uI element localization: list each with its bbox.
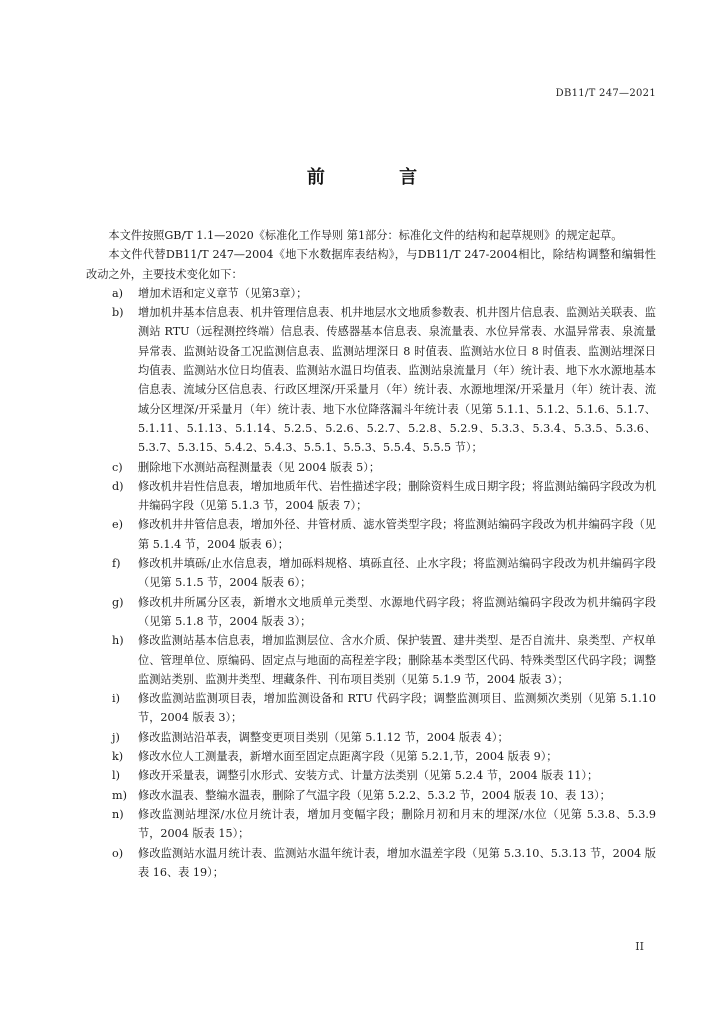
change-item — [86, 458, 656, 477]
item-marker: n) — [112, 807, 124, 821]
intro-paragraph: 本文件按照GB/T 1.1—2020《标准化工作导则 第1部分：标准化文件的结构和起草规则》的规定起草。 — [108, 229, 623, 242]
item-text: 修改机井填砾/止水信息表，增加砾料规格、填砾直径、止水字段；将监测站编码字段改为机井编码字段（见第 5.1.5 节，2004 版表 6）； — [138, 557, 656, 590]
change-item — [86, 631, 656, 689]
change-item — [86, 477, 656, 516]
change-item — [86, 554, 656, 593]
item-text: 删除地下水测站高程测量表（见 2004 版表 5）； — [138, 460, 381, 474]
change-item — [86, 747, 656, 766]
change-item — [86, 515, 656, 554]
item-text: 修改水位人工测量表，新增水面至固定点距离字段（见第 5.2.1,节，2004 版表 9）； — [138, 750, 558, 764]
intro-paragraph: 本文件代替DB11/T 247—2004《地下水数据库表结构》，与DB11/T 247-2004相比，除结构调整和编辑性改动之外，主要技术变化如下： — [86, 248, 656, 281]
page-number: II — [635, 940, 644, 953]
item-text: 修改监测站沿革表，调整变更项目类别（见第 5.1.12 节，2004 版表 4）； — [138, 730, 509, 744]
change-item — [86, 728, 656, 747]
item-text: 修改监测站水温月统计表、监测站水温年统计表，增加水温差字段（见第 5.3.10、5.3.13 节，2004 版表 16、表 19）； — [138, 846, 656, 879]
item-marker: f) — [112, 557, 121, 571]
item-text: 修改机井所属分区表，新增水文地质单元类型、水源地代码字段；将监测站编码字段改为机井编码字段（见第 5.1.8 节，2004 版表 3）； — [138, 595, 656, 628]
item-text: 修改监测站埋深/水位月统计表，增加月变幅字段；删除月初和月末的埋深/水位（见第 5.3.8、5.3.9 节，2004 版表 15）； — [138, 807, 656, 841]
change-item — [86, 593, 656, 632]
item-marker: c) — [112, 460, 123, 474]
standard-number: DB11/T 247—2021 — [555, 88, 656, 99]
item-marker: a) — [112, 286, 124, 300]
item-text: 修改机井井管信息表，增加外径、井管材质、滤水管类型字段；将监测站编码字段改为机井编码字段（见第 5.1.4 节，2004 版表 6）； — [138, 518, 656, 551]
item-text: 增加术语和定义章节（见第3章）； — [138, 286, 308, 300]
item-text: 修改监测站基本信息表，增加监测层位、含水介质、保护装置、建井类型、是否自流井、泉类型、产权单位、管理单位、原编码、固定点与地面的高程差字段；删除基本类型区代码、特殊类型区代码字段；调整监测站类别、监测井类型、埋藏条件、刊布项目类别（见第 5.1.9 节，2004 版表 3）； — [138, 634, 656, 686]
item-marker: i) — [112, 692, 120, 706]
item-text: 增加机井基本信息表、机井管理信息表、机井地层水文地质参数表、机井图片信息表、监测站关联表、监测站 RTU（远程测控终端）信息表、传感器基本信息表、泉流量表、水位异常表、水温异常表、泉流量异常表、监测站设备工况监测信息表、监测站埋深日 8 时值表、监测站水位日 8 时值表、监测站埋深日均值表、监测站水位日均值表、监测站水温日均值表、监测站泉流量月（年）统计表、地下水水源地基本信息表、流域分区信息表、行政区埋深/开采量月（年）统计表、水源地埋深/开采量月（年）统计表、流域分区埋深/开采量月（年）统计表、地下水位降落漏斗年统计表（见第 5.1.1、5.1.2、5.1.6、5.1.7、5.1.11、5.1.13、5.1.14、5.2.5、5.2.6、5.2.7、5.2.8、5.2.9、5.3.3、5.3.4、5.3.5、5.3.6、5.3.7、5.3.15、5.4.2、5.4.3、5.5.1、5.5.3、5.5.4、5.5.5 节）； — [138, 306, 656, 455]
item-text: 修改监测站监测项目表，增加监测设备和 RTU 代码字段；调整监测项目、监测频次类别（见第 5.1.10 节，2004 版表 3）； — [138, 692, 656, 725]
change-item — [86, 689, 656, 728]
item-marker: d) — [112, 479, 124, 493]
document-body — [86, 226, 656, 882]
item-text: 修改开采量表，调整引水形式、安装方式、计量方法类别（见第 5.2.4 节，2004 版表 11）； — [138, 769, 599, 783]
item-marker: k) — [112, 750, 124, 764]
change-item — [86, 766, 656, 785]
change-item — [86, 284, 656, 303]
change-item — [86, 844, 656, 883]
item-text: 修改水温表、整编水温表，删除了气温字段（见第 5.2.2、5.3.2 节，2004 版表 10、表 13）； — [138, 788, 611, 802]
item-marker: h) — [112, 634, 124, 648]
change-item — [86, 786, 656, 805]
change-list — [86, 284, 656, 882]
item-text: 修改机井岩性信息表，增加地质年代、岩性描述字段；删除资料生成日期字段；将监测站编码字段改为机井编码字段（见第 5.1.3 节，2004 版表 7）； — [138, 479, 656, 513]
item-marker: l) — [112, 769, 120, 783]
item-marker: e) — [112, 518, 123, 532]
item-marker: b) — [112, 306, 124, 320]
page-title: 前 言 — [306, 167, 452, 188]
item-marker: m) — [112, 788, 127, 802]
change-item — [86, 303, 656, 457]
change-item — [86, 805, 656, 844]
item-marker: o) — [112, 846, 124, 860]
item-marker: j) — [112, 730, 120, 744]
item-marker: g) — [112, 595, 124, 609]
